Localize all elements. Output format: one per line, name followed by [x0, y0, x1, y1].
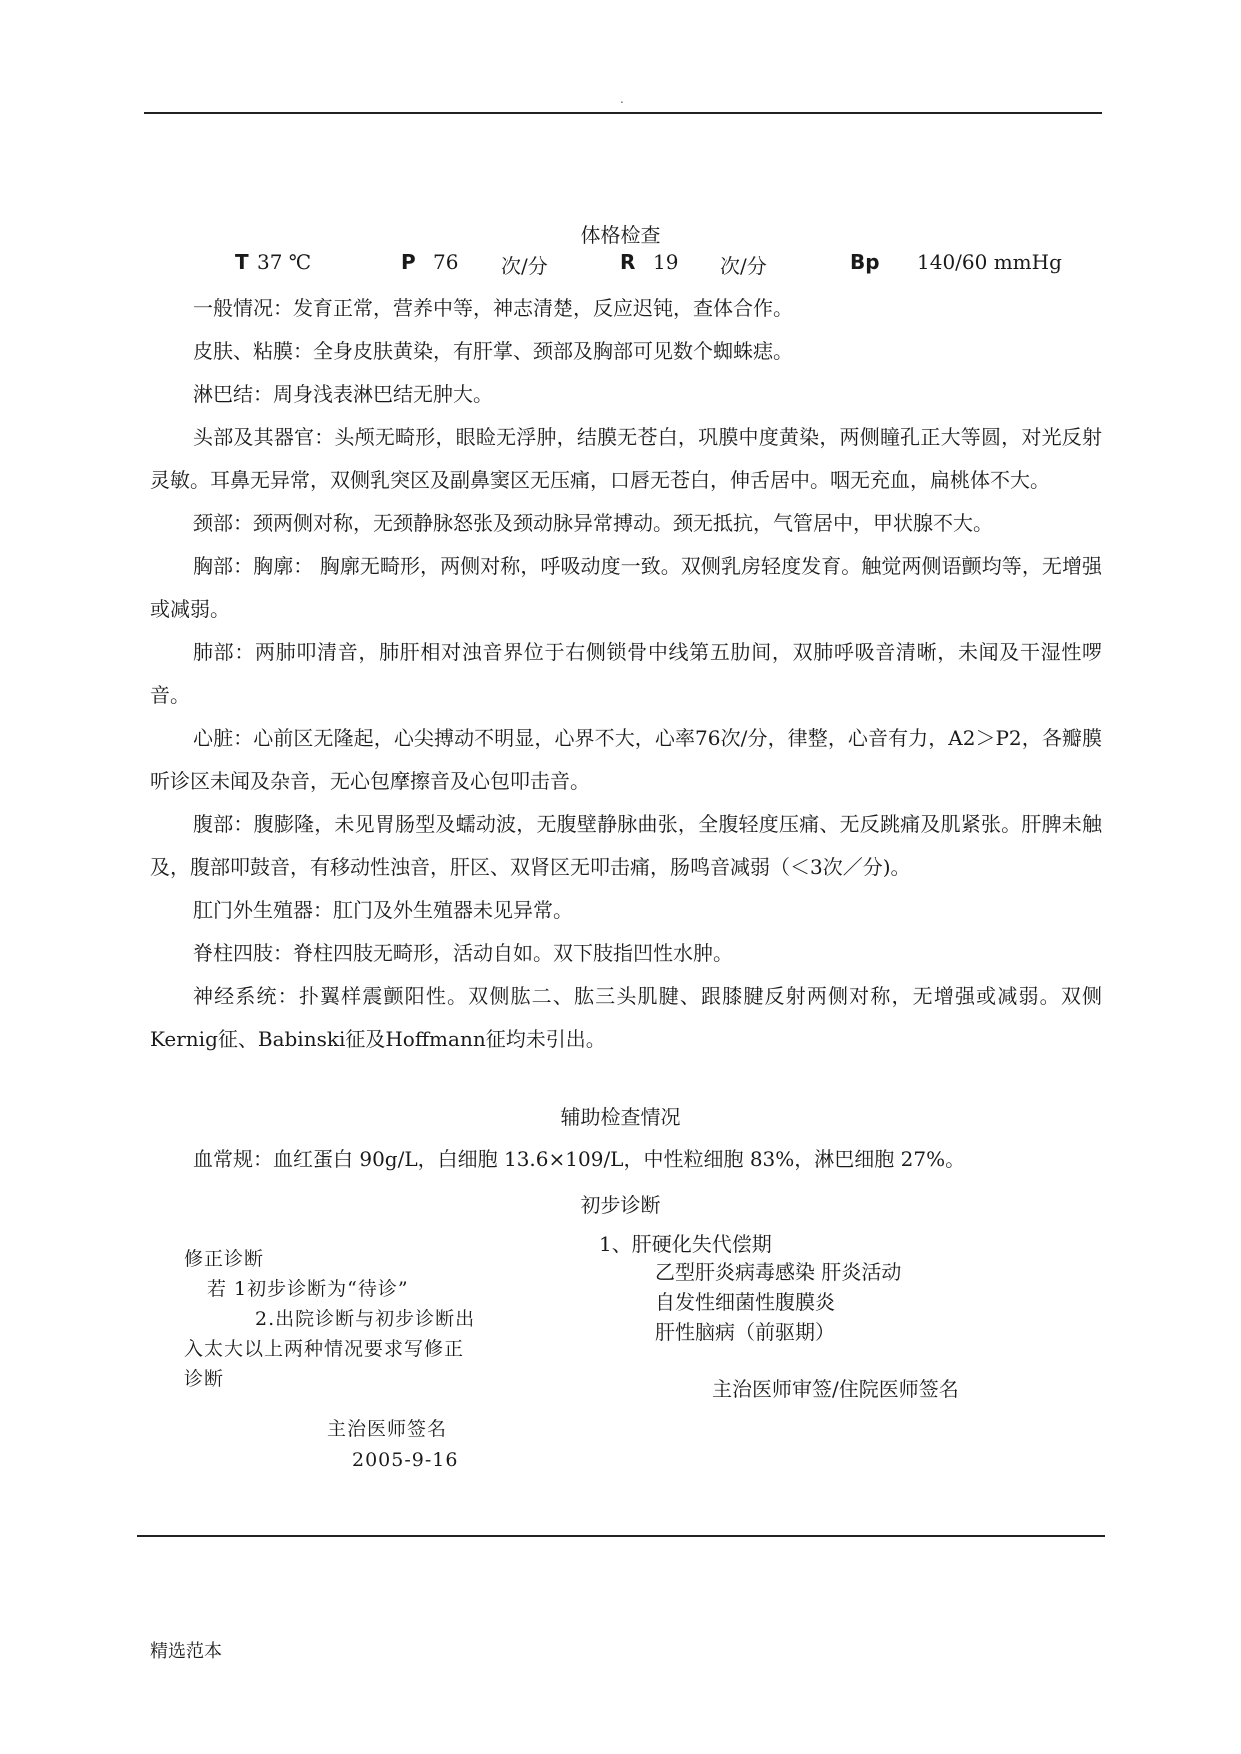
physical-exam-title: 体格检查 [580, 223, 661, 247]
bottom-divider [137, 1535, 1105, 1537]
footer-text: 精选范本 [150, 1641, 222, 1662]
chest: 胸部：胸廓： 胸廓无畸形，两侧对称，呼吸动度一致。双侧乳房轻度发育。触觉两侧语颤均等，无增强或减弱。 [150, 554, 1102, 621]
review-signature-label: 主治医师审签/住院医师签名 [712, 1377, 959, 1401]
skin-mucosa: 皮肤、粘膜：全身皮肤黄染，有肝掌、颈部及胸部可见数个蜘蛛痣。 [193, 339, 793, 363]
pulse-value: 76 [433, 250, 459, 274]
temperature-label: T [235, 250, 249, 274]
respiration-value: 19 [653, 250, 679, 274]
vital-signs-row [0, 250, 1241, 280]
attending-signature-label: 主治医师签名 [327, 1418, 448, 1440]
temperature-value: 37 ℃ [257, 250, 312, 274]
revised-note-line-1: 若 1初步诊断为“待诊” [207, 1278, 409, 1300]
anus-genitalia: 肛门外生殖器：肛门及外生殖器未见异常。 [193, 898, 573, 922]
diagnosis-item-3: 自发性细菌性腹膜炎 [655, 1290, 835, 1314]
header-dot: . [620, 92, 624, 106]
preliminary-diagnosis-title: 初步诊断 [580, 1193, 661, 1217]
pulse-unit: 次/分 [501, 254, 548, 278]
revised-diagnosis-label: 修正诊断 [184, 1248, 265, 1270]
pulse-label: P [401, 250, 416, 274]
neck: 颈部：颈两侧对称，无颈静脉怒张及颈动脉异常搏动。颈无抵抗，气管居中，甲状腺不大。 [193, 511, 993, 535]
auxiliary-exam-title: 辅助检查情况 [560, 1105, 681, 1129]
abdomen: 腹部：腹膨隆，未见胃肠型及蠕动波，无腹壁静脉曲张，全腹轻度压痛、无反跳痛及肌紧张。肝脾未触及，腹部叩鼓音，有移动性浊音，肝区、双肾区无叩击痛，肠鸣音减弱（＜3次／分)。 [150, 812, 1102, 879]
diagnosis-item-1: 1、肝硬化失代偿期 [599, 1232, 772, 1256]
diagnosis-item-2: 乙型肝炎病毒感染 肝炎活动 [655, 1260, 902, 1284]
blood-pressure-value: 140/60 mmHg [917, 250, 1062, 274]
respiration-label: R [620, 250, 636, 274]
general-condition: 一般情况：发育正常，营养中等，神志清楚，反应迟钝，查体合作。 [193, 296, 793, 320]
lungs: 肺部：两肺叩清音，肺肝相对浊音界位于右侧锁骨中线第五肋间，双肺呼吸音清晰，未闻及干湿性啰音。 [150, 640, 1102, 707]
blood-pressure-label: Bp [850, 250, 880, 274]
top-divider [144, 112, 1102, 114]
physical-exam-body [150, 287, 1102, 1061]
head-organs: 头部及其器官：头颅无畸形，眼睑无浮肿，结膜无苍白，巩膜中度黄染，两侧瞳孔正大等圆，对光反射灵敏。耳鼻无异常，双侧乳突区及副鼻窦区无压痛，口唇无苍白，伸舌居中。咽无充血，扁桃体不大。 [150, 425, 1102, 492]
signature-date: 2005-9-16 [352, 1449, 459, 1471]
revised-note-line-4: 诊断 [184, 1368, 225, 1390]
nervous-system: 神经系统：扑翼样震颤阳性。双侧肱二、肱三头肌腱、跟膝腱反射两侧对称，无增强或减弱。双侧Kernig征、Babinski征及Hoffmann征均未引出。 [150, 984, 1102, 1051]
lymph-nodes: 淋巴结：周身浅表淋巴结无肿大。 [193, 382, 493, 406]
revised-note-line-2: 2.出院诊断与初步诊断出 [255, 1308, 476, 1330]
spine-limbs: 脊柱四肢：脊柱四肢无畸形，活动自如。双下肢指凹性水肿。 [193, 941, 733, 965]
heart: 心脏：心前区无隆起，心尖搏动不明显，心界不大，心率76次/分，律整，心音有力，A2＞P2，各瓣膜听诊区未闻及杂音，无心包摩擦音及心包叩击音。 [150, 726, 1102, 793]
respiration-unit: 次/分 [720, 254, 767, 278]
blood-routine: 血常规：血红蛋白 90g/L，白细胞 13.6×109/L，中性粒细胞 83%，淋巴细胞 27%。 [193, 1147, 966, 1171]
revised-note-line-3: 入太大以上两种情况要求写修正 [184, 1338, 465, 1360]
diagnosis-item-4: 肝性脑病（前驱期） [655, 1320, 835, 1344]
